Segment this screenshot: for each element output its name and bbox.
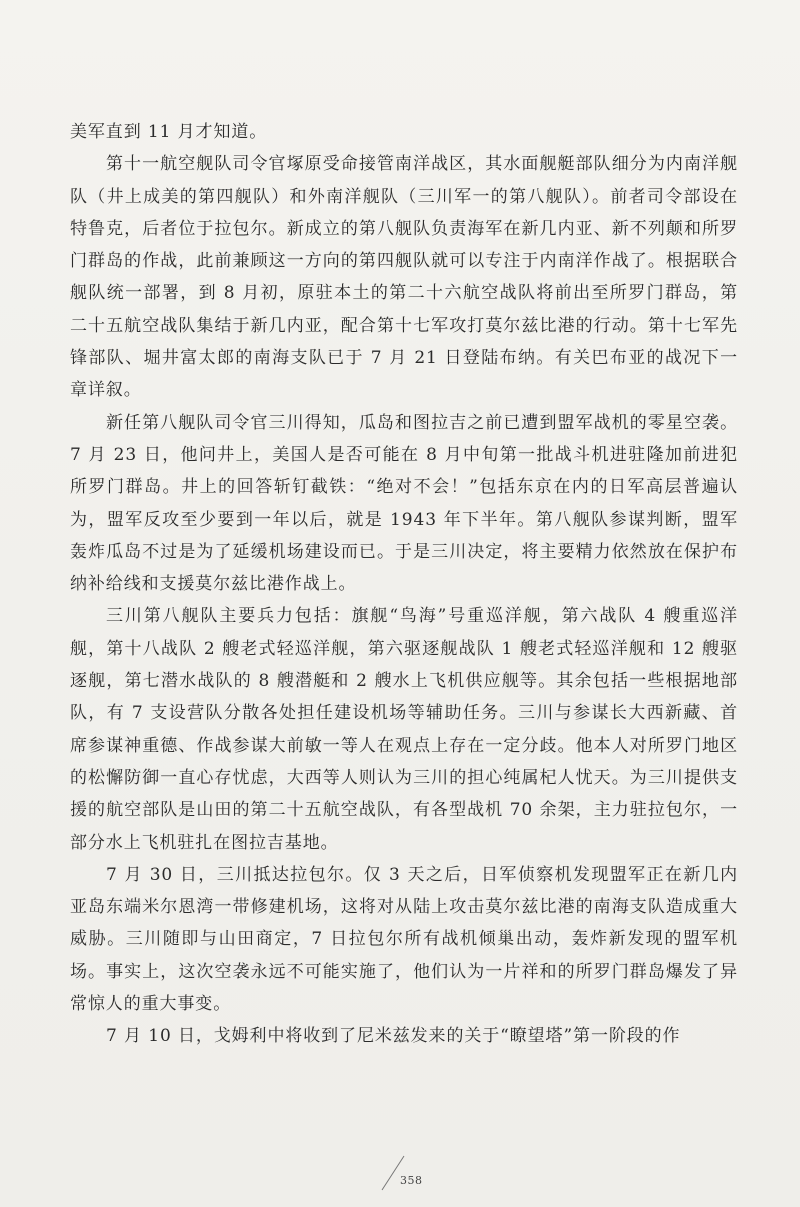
paragraph-4: 三川第八舰队主要兵力包括：旗舰“鸟海”号重巡洋舰，第六战队 4 艘重巡洋舰，第十八战队 2 艘老式轻巡洋舰，第六驱逐舰战队 1 艘老式轻巡洋舰和 12 艘驱逐舰，第七潜水战队的 8 艘潜艇和 2 艘水上飞机供应舰等。其余包括一些根据地部队，有 7 支设营队分散各处担任建设机场等辅助任务。三川与参谋长大西新藏、首席参谋神重德、作战参谋大前敏一等人在观点上存在一定分歧。他本人对所罗门地区的松懈防御一直心存忧虑，大西等人则认为三川的担心纯属杞人忧天。为三川提供支援的航空部队是山田的第二十五航空战队，有各型战机 70 余架，主力驻拉包尔，一部分水上飞机驻扎在图拉吉基地。 [70,606,738,853]
paragraph-2: 第十一航空舰队司令官塚原受命接管南洋战区，其水面舰艇部队细分为内南洋舰队（井上成美的第四舰队）和外南洋舰队（三川军一的第八舰队）。前者司令部设在特鲁克，后者位于拉包尔。新成立的第八舰队负责海军在新几内亚、新不列颠和所罗门群岛的作战，此前兼顾这一方向的第四舰队就可以专注于内南洋作战了。根据联合舰队统一部署，到 8 月初，原驻本土的第二十六航空战队将前出至所罗门群岛，第二十五航空战队集结于新几内亚，配合第十七军攻打莫尔兹比港的行动。第十七军先锋部队、堀井富太郎的南海支队已于 7 月 21 日登陆布纳。有关巴布亚的战况下一章详叙。 [70,154,738,401]
page-number: 358 [400,1174,423,1187]
body-text [70,116,738,1053]
paragraph-5: 7 月 30 日，三川抵达拉包尔。仅 3 天之后，日军侦察机发现盟军正在新几内亚岛东端米尔恩湾一带修建机场，这将对从陆上攻击莫尔兹比港的南海支队造成重大威胁。三川随即与山田商定，7 日拉包尔所有战机倾巢出动，轰炸新发现的盟军机场。事实上，这次空袭永远不可能实施了，他们认为一片祥和的所罗门群岛爆发了异常惊人的重大事变。 [70,864,738,1015]
paragraph-1: 美军直到 11 月才知道。 [70,122,268,142]
page-number-footer [378,1174,438,1198]
paragraph-6: 7 月 10 日，戈姆利中将收到了尼米兹发来的关于“瞭望塔”第一阶段的作 [106,1026,681,1047]
paragraph-3: 新任第八舰队司令官三川得知，瓜岛和图拉吉之前已遭到盟军战机的零星空袭。7 月 23 日，他问井上，美国人是否可能在 8 月中旬第一批战斗机进驻隆加前进犯所罗门群岛。井上的回答斩钉截铁：“绝对不会！”包括东京在内的日军高层普遍认为，盟军反攻至少要到一年以后，就是 1943 年下半年。第八舰队参谋判断，盟军轰炸瓜岛不过是为了延缓机场建设而已。于是三川决定，将主要精力依然放在保护布纳补给线和支援莫尔兹比港作战上。 [70,412,738,595]
